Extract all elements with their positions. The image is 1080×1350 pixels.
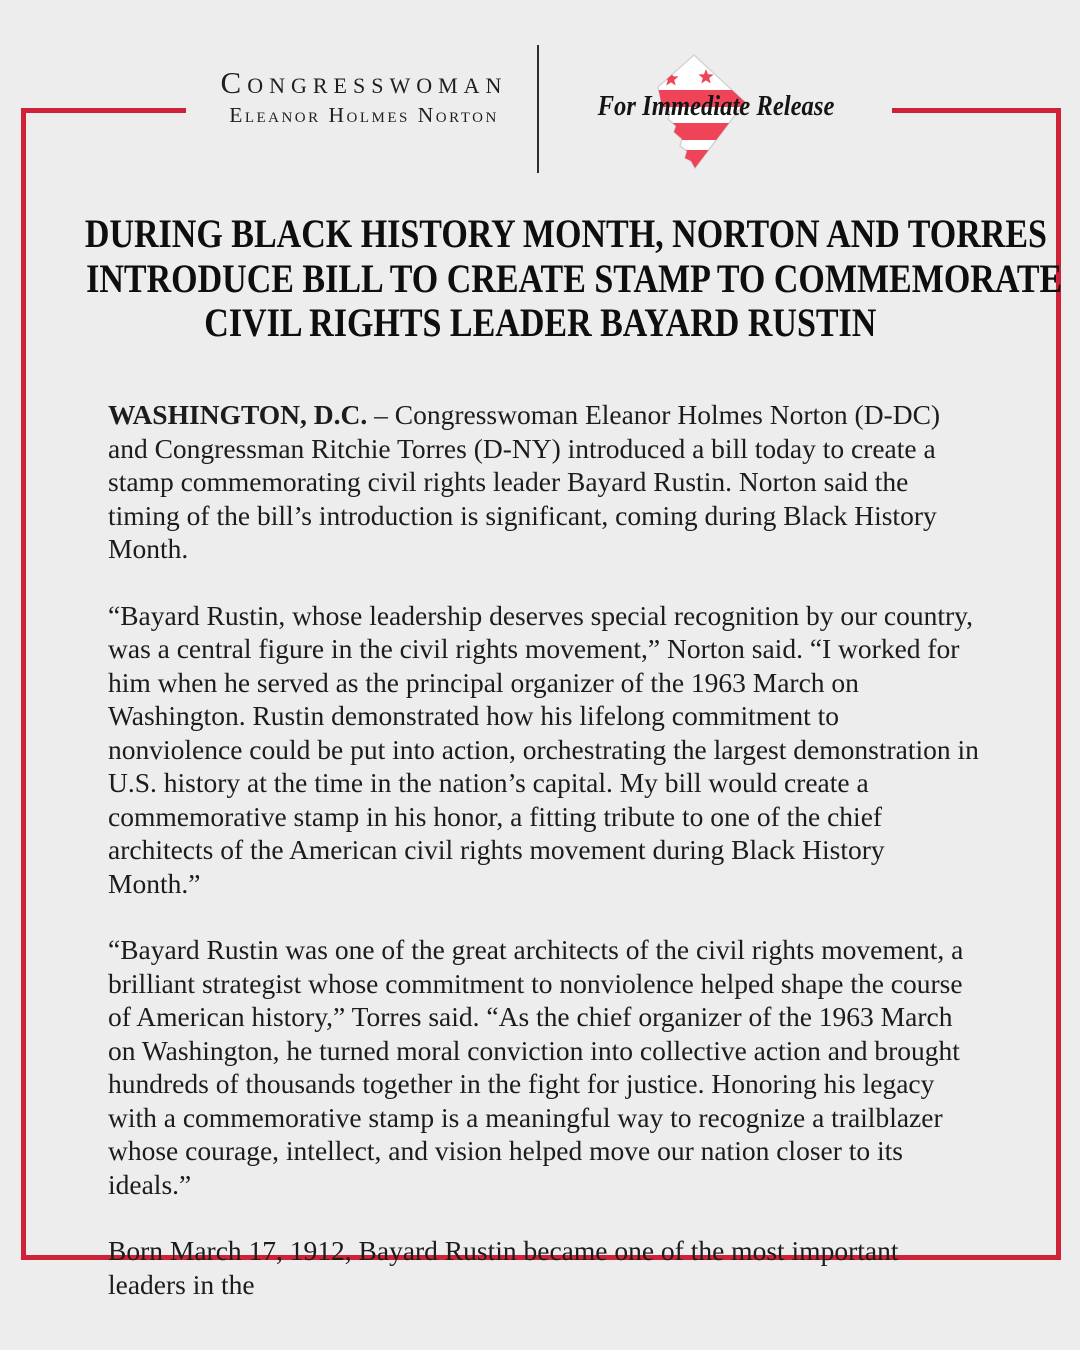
dateline-label: WASHINGTON, D.C.	[108, 399, 368, 430]
header-divider	[537, 45, 539, 173]
press-release-body	[108, 398, 980, 1301]
headline	[0, 212, 1080, 346]
brand-name: Eleanor Holmes Norton	[229, 103, 499, 127]
paragraph-torres-quote: “Bayard Rustin was one of the great architects of the civil rights movement, a brilliant strategist whose commitment to nonviolence helped shape the course of American history,” Torres said. “As the chief organizer of the 1963 March on Washington, he turned moral conviction into collective action and brought hundreds of thousands together in the fight for justice. Honoring his legacy with a commemorative stamp is a meaningful way to recognize a trailblazer whose courage, intellect, and vision helped move our nation closer to its ideals.”	[108, 934, 964, 1200]
paragraph-dateline: WASHINGTON, D.C. – Congresswoman Eleanor Holmes Norton (D-DC) and Congressman Ritchie Torres (D-NY) introduced a bill today to create a stamp commemorating civil rights leader Bayard Rustin. Norton said the timing of the bill’s introduction is significant, coming during Black History Month.	[108, 399, 941, 564]
headline-line-3: CIVIL RIGHTS LEADER BAYARD RUSTIN	[203, 300, 877, 345]
headline-line-1: DURING BLACK HISTORY MONTH, NORTON AND TORRES	[84, 211, 1047, 256]
release-label: For Immediate Release	[597, 91, 835, 122]
headline-line-2: INTRODUCE BILL TO CREATE STAMP TO COMMEMORATE	[86, 255, 1063, 301]
paragraph-norton-quote: “Bayard Rustin, whose leadership deserves special recognition by our country, was a central figure in the civil rights movement,” Norton said. “I worked for him when he served as the principal organizer of the 1963 March on Washington. Rustin demonstrated how his lifelong commitment to nonviolence could be put into action, orchestrating the largest demonstration in U.S. history at the time in the nation’s capital. My bill would create a commemorative stamp in his honor, a fitting tribute to one of the chief architects of the American civil rights movement during Black History Month.”	[108, 599, 979, 899]
paragraph-biography: Born March 17, 1912, Bayard Rustin became one of the most important leaders in the	[108, 1235, 899, 1300]
frame-top-right-line	[892, 108, 1061, 113]
brand-title: Congresswoman	[220, 65, 508, 100]
frame-top-left-line	[21, 108, 186, 113]
brand-block	[204, 66, 524, 128]
